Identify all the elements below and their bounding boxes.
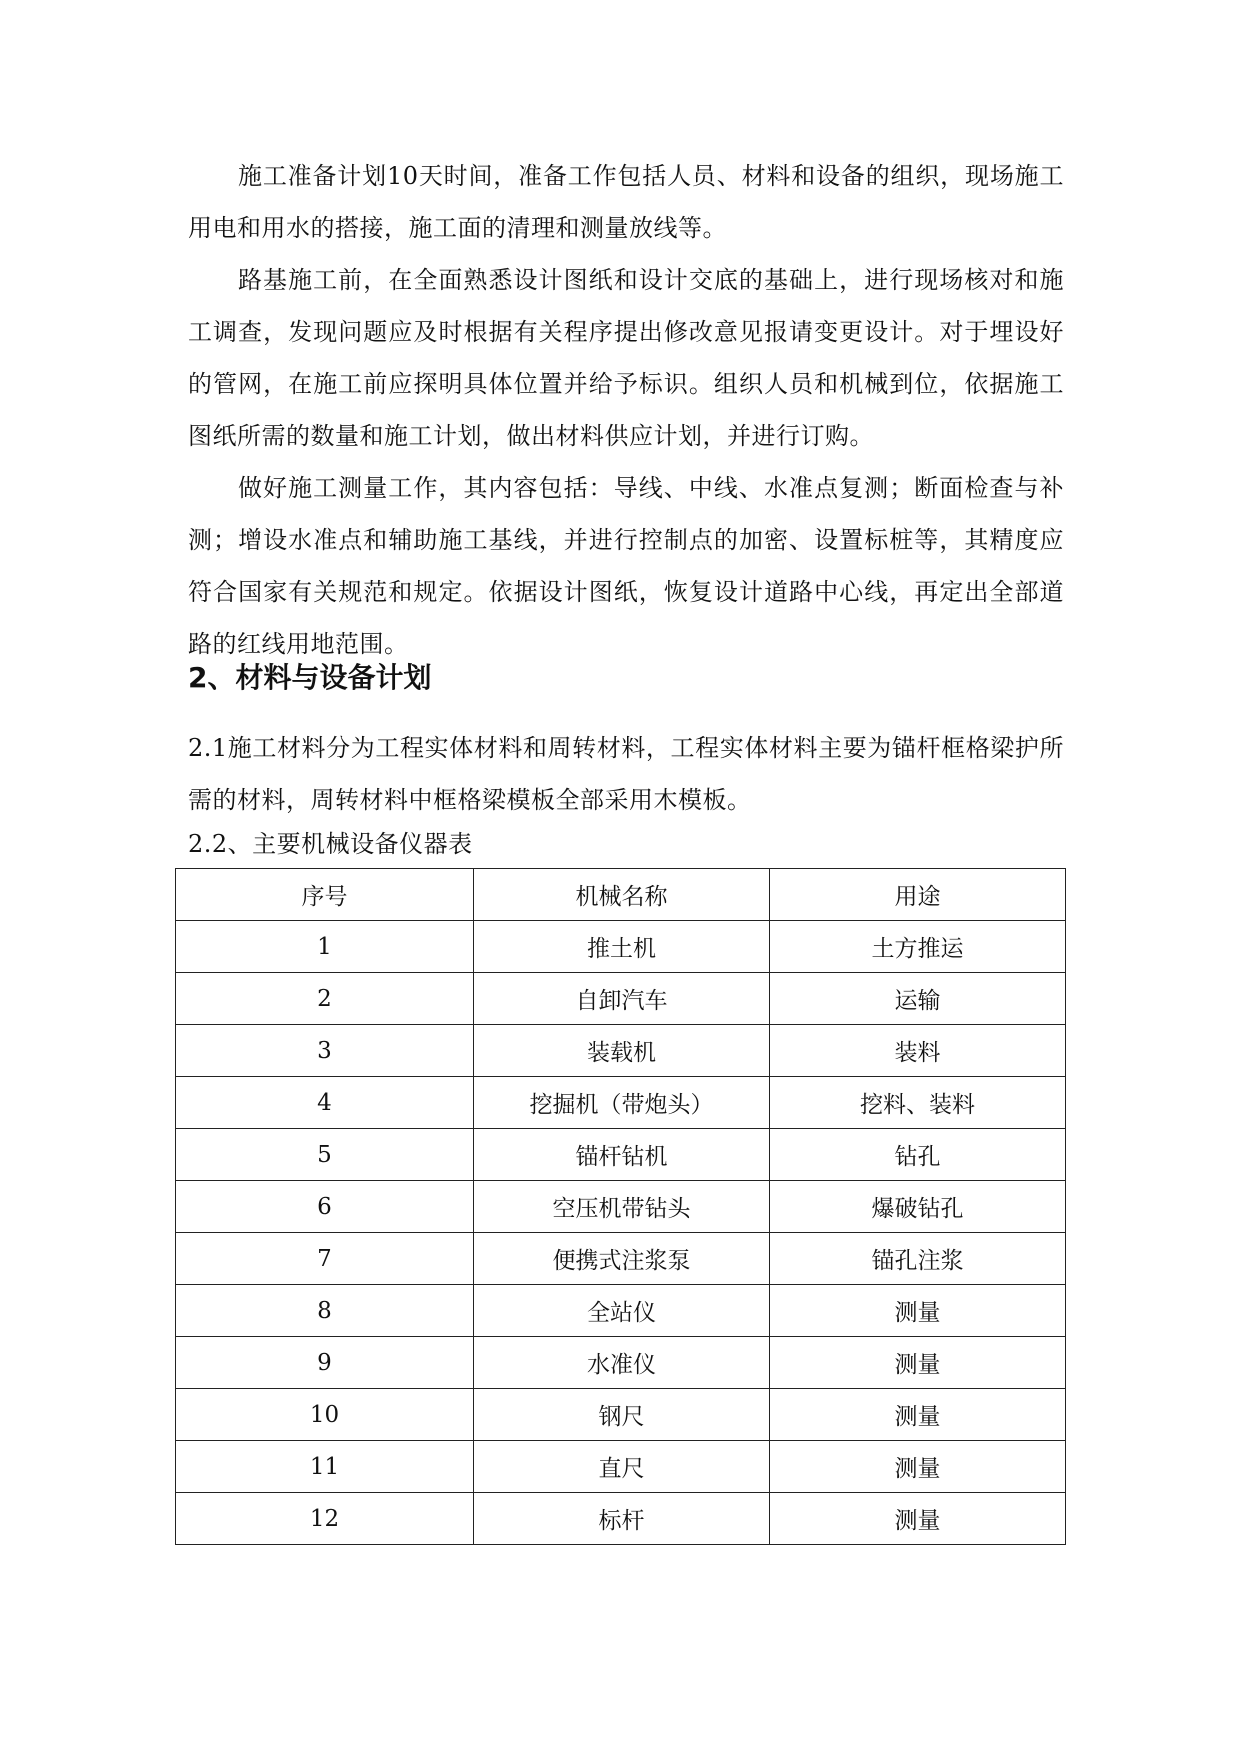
table-caption: 2.2、主要机械设备仪器表 xyxy=(188,830,473,858)
cell-machine-name: 标杆 xyxy=(474,1493,770,1545)
cell-index: 5 xyxy=(176,1129,474,1181)
cell-usage: 测量 xyxy=(770,1337,1066,1389)
cell-machine-name: 装载机 xyxy=(474,1025,770,1077)
cell-usage: 锚孔注浆 xyxy=(770,1233,1066,1285)
cell-index: 4 xyxy=(176,1077,474,1129)
paragraph-subgrade-preparation: 路基施工前，在全面熟悉设计图纸和设计交底的基础上，进行现场核对和施工调查，发现问题应及时根据有关程序提出修改意见报请变更设计。对于埋设好的管网，在施工前应探明具体位置并给予标识。组织人员和机械到位，依据施工图纸所需的数量和施工计划，做出材料供应计划，并进行订购。 xyxy=(188,266,1064,450)
cell-index: 12 xyxy=(176,1493,474,1545)
cell-machine-name: 空压机带钻头 xyxy=(474,1181,770,1233)
equipment-table xyxy=(175,868,1066,1545)
cell-machine-name: 挖掘机（带炮头） xyxy=(474,1077,770,1129)
cell-usage: 运输 xyxy=(770,973,1066,1025)
table-row xyxy=(176,1493,1066,1545)
table-row xyxy=(176,973,1066,1025)
section-heading-materials-equipment: 2、材料与设备计划 xyxy=(188,661,432,694)
table-row xyxy=(176,1233,1066,1285)
cell-usage: 测量 xyxy=(770,1493,1066,1545)
cell-usage: 装料 xyxy=(770,1025,1066,1077)
header-machine-name: 机械名称 xyxy=(474,869,770,921)
table-row xyxy=(176,1285,1066,1337)
cell-index: 3 xyxy=(176,1025,474,1077)
cell-index: 8 xyxy=(176,1285,474,1337)
table-row xyxy=(176,1129,1066,1181)
table-row xyxy=(176,1337,1066,1389)
cell-machine-name: 全站仪 xyxy=(474,1285,770,1337)
cell-machine-name: 推土机 xyxy=(474,921,770,973)
cell-usage: 测量 xyxy=(770,1441,1066,1493)
table-row xyxy=(176,1077,1066,1129)
cell-index: 9 xyxy=(176,1337,474,1389)
header-usage: 用途 xyxy=(770,869,1066,921)
table-row xyxy=(176,1389,1066,1441)
table-header-row xyxy=(176,869,1066,921)
cell-machine-name: 锚杆钻机 xyxy=(474,1129,770,1181)
cell-index: 1 xyxy=(176,921,474,973)
cell-index: 6 xyxy=(176,1181,474,1233)
table-row xyxy=(176,1441,1066,1493)
table-row xyxy=(176,921,1066,973)
paragraph-preparation-plan: 施工准备计划10天时间，准备工作包括人员、材料和设备的组织，现场施工用电和用水的搭接，施工面的清理和测量放线等。 xyxy=(188,162,1064,242)
cell-usage: 挖料、装料 xyxy=(770,1077,1066,1129)
cell-usage: 测量 xyxy=(770,1285,1066,1337)
cell-usage: 爆破钻孔 xyxy=(770,1181,1066,1233)
table-row xyxy=(176,1181,1066,1233)
cell-usage: 土方推运 xyxy=(770,921,1066,973)
cell-index: 7 xyxy=(176,1233,474,1285)
cell-machine-name: 自卸汽车 xyxy=(474,973,770,1025)
cell-index: 11 xyxy=(176,1441,474,1493)
header-index: 序号 xyxy=(176,869,474,921)
cell-machine-name: 直尺 xyxy=(474,1441,770,1493)
paragraph-2-1-materials: 2.1施工材料分为工程实体材料和周转材料，工程实体材料主要为锚杆框格梁护所需的材料，周转材料中框格梁模板全部采用木模板。 xyxy=(188,734,1064,814)
cell-index: 10 xyxy=(176,1389,474,1441)
cell-machine-name: 便携式注浆泵 xyxy=(474,1233,770,1285)
cell-machine-name: 钢尺 xyxy=(474,1389,770,1441)
cell-index: 2 xyxy=(176,973,474,1025)
cell-usage: 钻孔 xyxy=(770,1129,1066,1181)
table-row xyxy=(176,1025,1066,1077)
paragraph-survey-work: 做好施工测量工作，其内容包括：导线、中线、水准点复测；断面检查与补测；增设水准点和辅助施工基线，并进行控制点的加密、设置标桩等，其精度应符合国家有关规范和规定。依据设计图纸，恢复设计道路中心线，再定出全部道路的红线用地范围。 xyxy=(188,474,1064,658)
cell-usage: 测量 xyxy=(770,1389,1066,1441)
cell-machine-name: 水准仪 xyxy=(474,1337,770,1389)
